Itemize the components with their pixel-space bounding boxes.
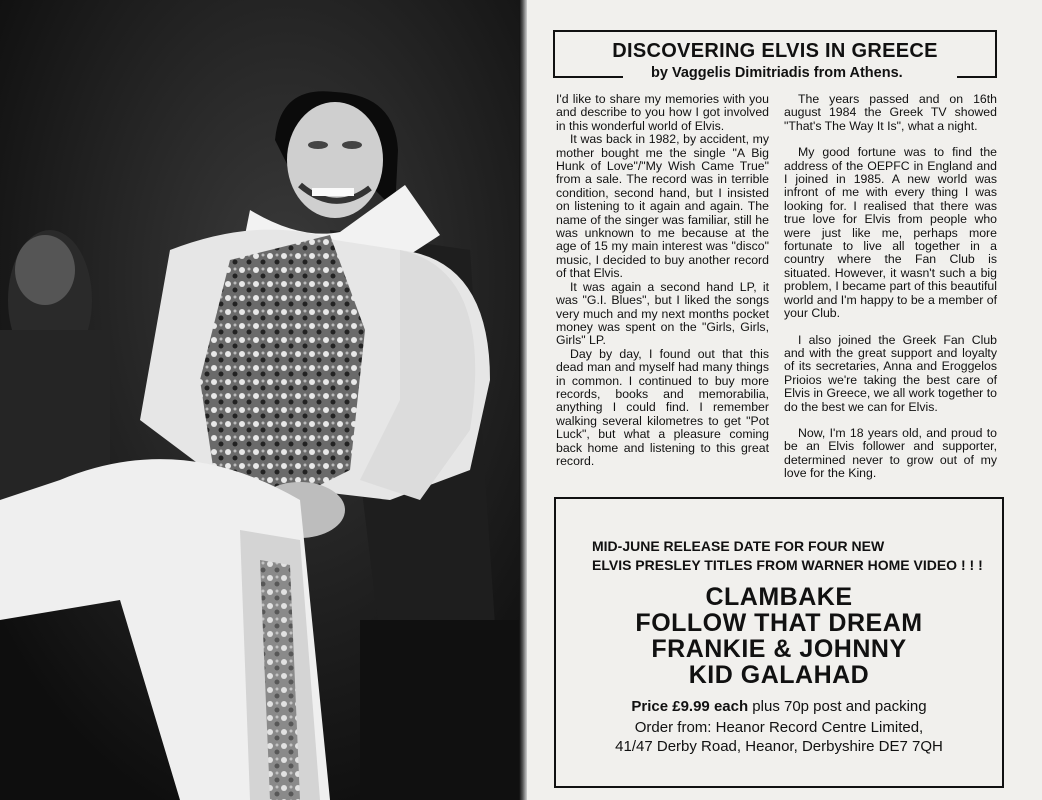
- article-page: [527, 0, 1042, 800]
- page-spine: [519, 0, 527, 800]
- price-amount: Price £9.99 each: [631, 698, 749, 715]
- video-title: CLAMBAKE: [705, 583, 853, 611]
- paragraph: Now, I'm 18 years old, and proud to be an Elvis follower and supporter, determined never to grow out of my love for the King.: [784, 425, 997, 481]
- video-title: KID GALAHAD: [688, 661, 870, 689]
- video-title-list: [556, 584, 1002, 688]
- video-title: FOLLOW THAT DREAM: [635, 609, 923, 637]
- article-title: DISCOVERING ELVIS IN GREECE: [612, 40, 938, 62]
- price-postage: plus 70p post and packing: [748, 698, 927, 715]
- ad-headline-line: ELVIS PRESLEY TITLES FROM WARNER HOME VIDEO ! ! !: [592, 557, 983, 573]
- title-box: [553, 30, 997, 81]
- order-line: 41/47 Derby Road, Heanor, Derbyshire DE7 7QH: [615, 738, 943, 755]
- ad-headline-line: MID-JUNE RELEASE DATE FOR FOUR NEW: [592, 538, 885, 554]
- ad-price: [556, 698, 1002, 716]
- article-byline: by Vaggelis Dimitriadis from Athens.: [651, 65, 903, 81]
- article-column-right: [784, 93, 997, 481]
- paragraph: It was back in 1982, by accident, my mother bought me the single "A Big Hunk of Love"/"My Wish Came True" from a sale. The record was in terrible condition, second hand, but I insisted on listening to it again and again. The name of the singer was familiar, still he was unknown to me because at the age of 15 my main interest was "disco" music, I decided to buy another record of that Elvis.: [556, 132, 769, 281]
- photo-illustration: [0, 0, 519, 800]
- elvis-photo: [0, 0, 519, 800]
- paragraph: My good fortune was to find the address of the OEPFC in England and I joined in 1985. A new world was infront of me with every thing I was looking for. I realised that there was true love for Elvis from people who were just like me, perhaps more fortunate to live all together in a country where the Fan Club is situated. However, it wasn't such a big problem, I became part of this beautiful world and I'm happy to be a member of your Club.: [784, 145, 997, 321]
- ad-headline: [592, 537, 1022, 575]
- order-line: Order from: Heanor Record Centre Limited,: [634, 719, 924, 736]
- article-column-left: [556, 93, 769, 468]
- paragraph: I also joined the Greek Fan Club and with the great support and loyalty of its secretaries, Anna and Eroggelos Prioios we're taking the best care of Elvis in Greece, we all work together to do the best we can for Elvis.: [784, 332, 997, 414]
- paragraph: Day by day, I found out that this dead man and myself had many things in common. I continued to buy more records, books and memorabilia, anything I could find. I remember walking several kilometres to get "Pot Luck", but what a pleasure coming back home and listening to this great record.: [556, 346, 769, 468]
- paragraph: I'd like to share my memories with you and describe to you how I got involved in this wonderful world of Elvis.: [556, 92, 769, 133]
- advertisement-box: [554, 497, 1004, 788]
- video-title: FRANKIE & JOHNNY: [651, 635, 907, 663]
- order-address: [556, 718, 1002, 756]
- paragraph: The years passed and on 16th august 1984 the Greek TV showed "That's The Way It Is", what a night.: [784, 92, 997, 133]
- paragraph: It was again a second hand LP, it was "G.I. Blues", but I liked the songs very much and my next months pocket money was spent on the "Girls, Girls, Girls" LP.: [556, 279, 769, 348]
